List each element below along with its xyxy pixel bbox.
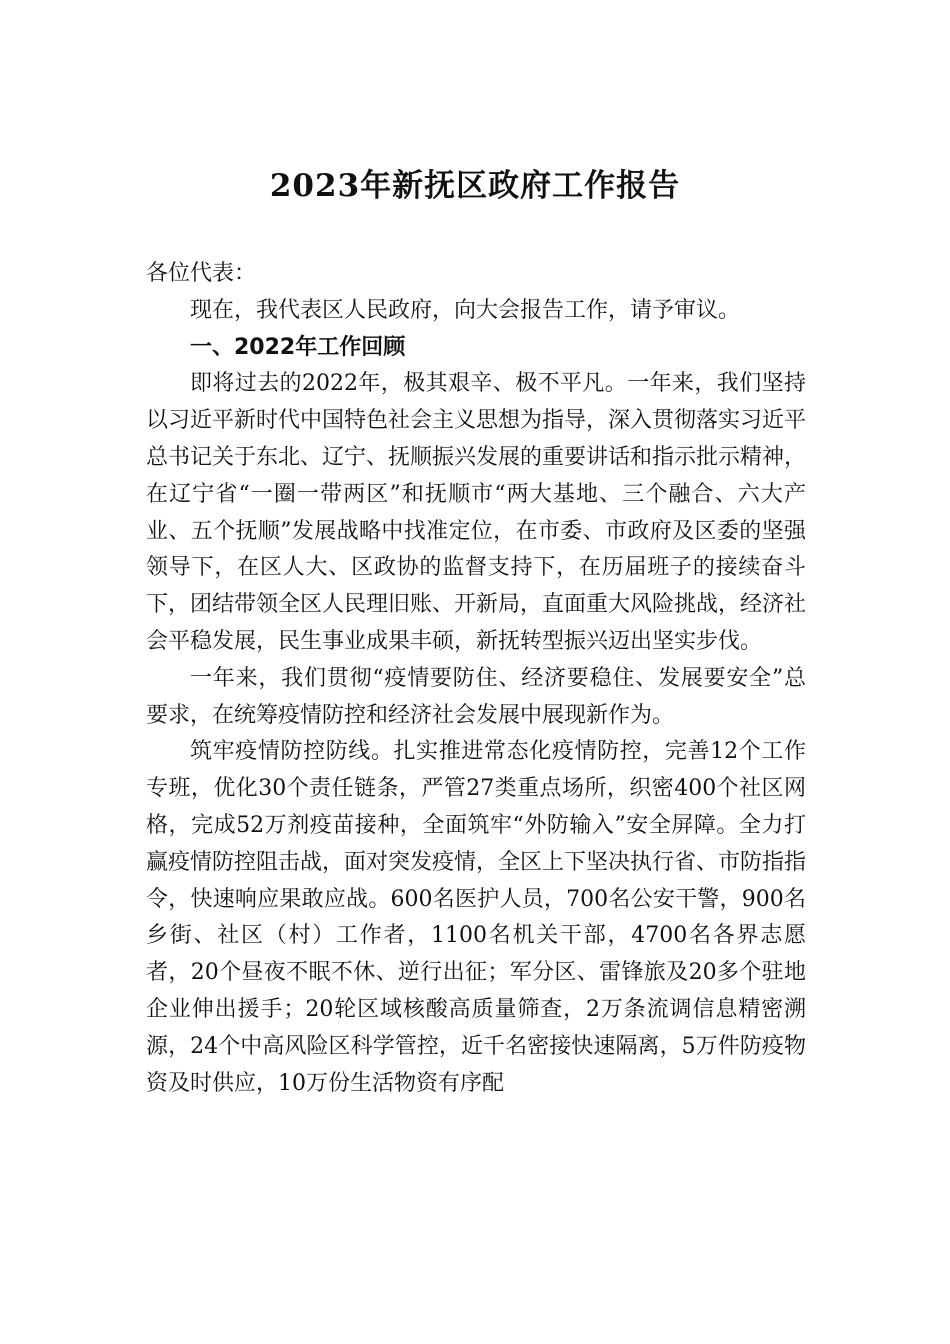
document-title: 2023年新抚区政府工作报告 bbox=[269, 168, 681, 204]
section-heading: 一、2022年工作回顾 bbox=[190, 334, 406, 360]
paragraph-review: 即将过去的2022年，极其艰辛、极不平凡。一年来，我们坚持以习近平新时代中国特色社会主义思想为指导，深入贯彻落实习近平总书记关于东北、辽宁、抚顺振兴发展的重要讲话和指示批示精神，在辽宁省“一圈一带两区”和抚顺市“两大基地、三个融合、六大产业、五个抚顺”发展战略中找准定位，在市委、市政府及区委的坚强领导下，在区人大、区政协的监督支持下，在历届班子的接续奋斗下，团结带领全区人民理旧账、开新局，直面重大风险挑战，经济社会平稳发展，民生事业成果丰硕，新抚转型振兴迈出坚实步伐。 bbox=[146, 371, 807, 654]
paragraph-intro: 现在，我代表区人民政府，向大会报告工作，请予审议。 bbox=[190, 297, 741, 323]
salutation: 各位代表： bbox=[146, 261, 257, 286]
paragraph-epidemic-control: 筑牢疫情防控防线。扎实推进常态化疫情防控，完善12个工作专班，优化30个责任链条，严管27类重点场所，织密400个社区网格，完成52万剂疫苗接种，全面筑牢“外防输入”安全屏障。全力打赢疫情防控阻击战，面对突发疫情，全区上下坚决执行省、市防指指令，快速响应果敢应战。600名医护人员，700名公安干警，900名乡街、社区（村）工作者，1100名机关干部，4700名各界志愿者，20个昼夜不眠不休、逆行出征；军分区、雷锋旅及20多个驻地企业伸出援手；20轮区域核酸高质量筛查，2万条流调信息精密溯源，24个中高风险区科学管控，近千名密接快速隔离，5万件防疫物资及时供应，10万份生活物资有序配 bbox=[146, 739, 807, 1096]
paragraph-requirements: 一年来，我们贯彻“疫情要防住、经济要稳住、发展要安全”总要求，在统筹疫情防控和经济社会发展中展现新作为。 bbox=[146, 665, 806, 728]
document-body bbox=[146, 256, 806, 1102]
